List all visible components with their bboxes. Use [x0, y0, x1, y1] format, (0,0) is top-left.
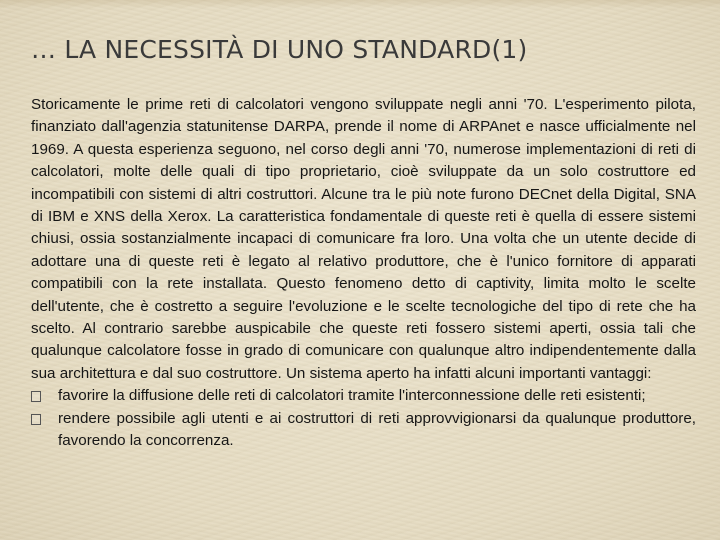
body-paragraph: Storicamente le prime reti di calcolatori vengono sviluppate negli anni '70. L'esperimento pilota, finanziato dall'agenzia statunitense DARPA, prende il nome di ARPAnet e nasce ufficialmente nel 1969. A questa esperienza seguono, nel corso degli anni '70, numerose implementazioni di reti di calcolatori, molte delle quali di tipo proprietario, cioè sviluppate da un solo costruttore ed incompatibili con sistemi di altri costruttori. Alcune tra le più note furono DECnet della Digital, SNA di IBM e XNS della Xerox. La caratteristica fondamentale di queste reti è quella di essere sistemi chiusi, ossia sostanzialmente incapaci di comunicare fra loro. Una volta che un utente decide di adottare una di queste reti è legato al relativo produttore, che è l'unico fornitore di apparati compatibili con la rete installata. Questo fenomeno detto di captivity, limita molto le scelte dell'utente, che è costretto a seguire l'evoluzione e le scelte tecnologiche del tipo di rete che ha scelto. Al contrario sarebbe auspicabile che queste reti fossero sistemi aperti, ossia tali che qualunque calcolatore fosse in grado di comunicare con qualunque altro indipendentemente dalla sua architettura e dal suo costruttore. Un sistema aperto ha infatti alcuni importanti vantaggi:: [31, 96, 696, 382]
square-bullet-icon: [31, 414, 41, 425]
slide-title: … LA NECESSITÀ DI UNO STANDARD(1): [31, 35, 528, 64]
list-item-text: rendere possibile agli utenti e ai costruttori di reti approvvigionarsi da qualunque produttore, favorendo la concorrenza.: [58, 409, 696, 450]
slide-body: [31, 94, 696, 453]
title-shadow: [0, 0, 720, 8]
list-item-text: favorire la diffusione delle reti di calcolatori tramite l'interconnessione delle reti esistenti;: [58, 387, 646, 405]
advantages-list: [31, 385, 696, 452]
list-item: [31, 408, 696, 453]
square-bullet-icon: [31, 391, 41, 402]
list-item: [31, 385, 696, 407]
